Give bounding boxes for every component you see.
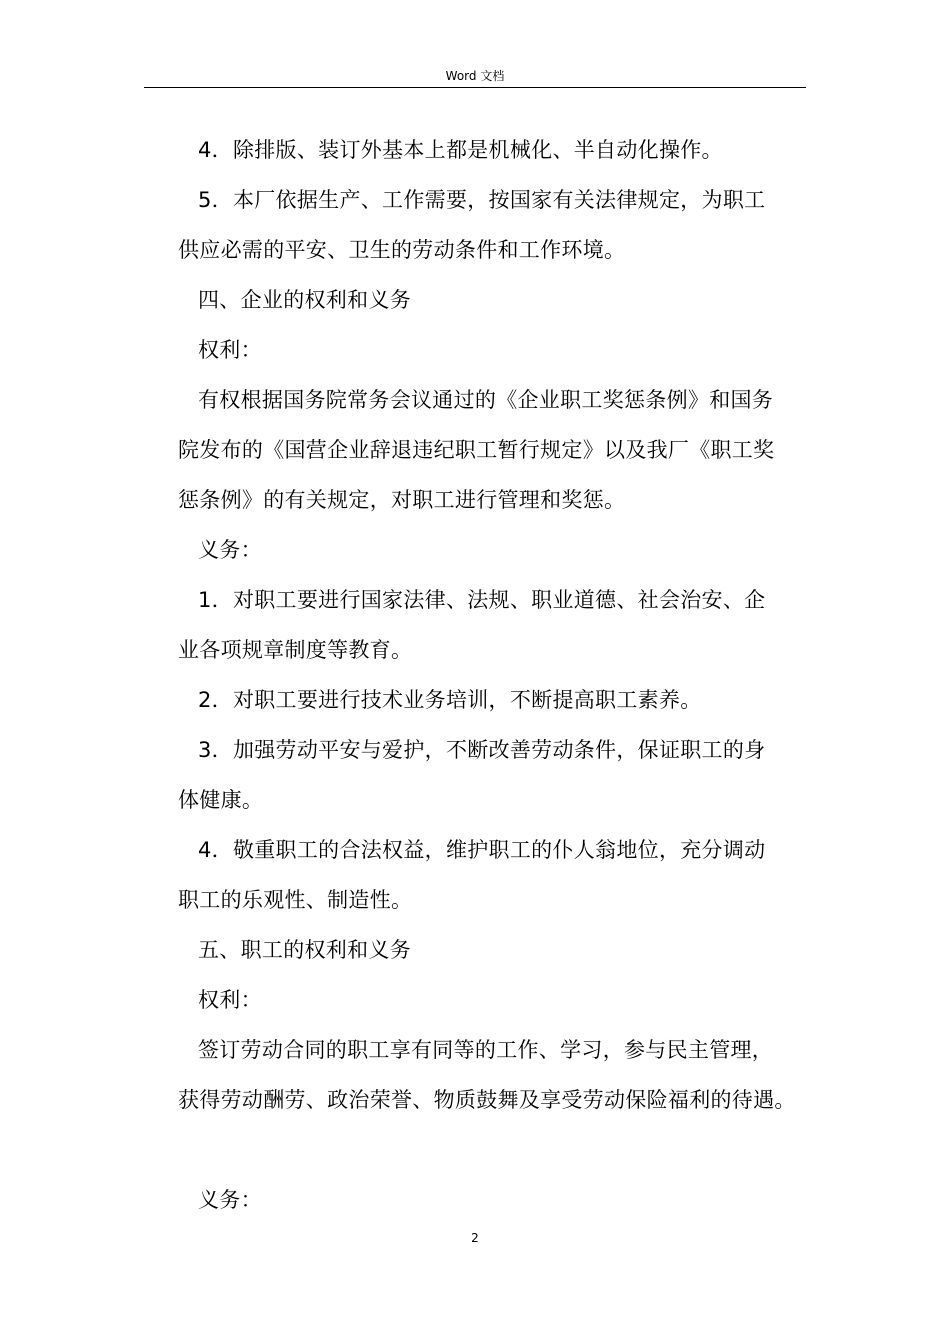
text-line-8: 惩条例》的有关规定，对职工进行管理和奖惩。	[178, 488, 626, 512]
text-line-3: 供应必需的平安、卫生的劳动条件和工作环境。	[178, 238, 626, 262]
section-heading-4: 四、企业的权利和义务	[198, 288, 411, 312]
section-heading-5: 五、职工的权利和义务	[198, 938, 411, 962]
text-line-rights-label: 权利：	[198, 338, 262, 362]
text-line-duties-label-2: 义务：	[198, 1188, 262, 1212]
page-header-title: Word 文档	[445, 69, 505, 83]
text-line-duties-label: 义务：	[198, 538, 262, 562]
page-number: 2	[471, 1231, 479, 1245]
text-line-7: 院发布的《国营企业辞退违纪职工暂行规定》以及我厂《职工奖	[178, 438, 775, 462]
text-line-1: 4．除排版、装订外基本上都是机械化、半自动化操作。	[198, 138, 723, 162]
text-line-12: 2．对职工要进行技术业务培训，不断提高职工素养。	[198, 688, 702, 712]
text-line-16: 职工的乐观性、制造性。	[178, 888, 413, 912]
text-line-20: 获得劳动酬劳、政治荣誉、物质鼓舞及享受劳动保险福利的待遇。	[178, 1088, 796, 1112]
text-line-11: 业各项规章制度等教育。	[178, 638, 413, 662]
header-divider	[144, 87, 806, 88]
text-line-14: 体健康。	[178, 788, 264, 812]
text-line-6: 有权根据国务院常务会议通过的《企业职工奖惩条例》和国务	[198, 388, 774, 412]
text-line-2: 5．本厂依据生产、工作需要，按国家有关法律规定，为职工	[198, 188, 766, 212]
text-line-13: 3．加强劳动平安与爱护，不断改善劳动条件，保证职工的身	[198, 738, 766, 762]
text-line-15: 4．敬重职工的合法权益，维护职工的仆人翁地位，充分调动	[198, 838, 766, 862]
text-line-10: 1．对职工要进行国家法律、法规、职业道德、社会治安、企	[198, 588, 766, 612]
text-line-19: 签订劳动合同的职工享有同等的工作、学习，参与民主管理，	[198, 1038, 774, 1062]
text-line-rights-label-2: 权利：	[198, 988, 262, 1012]
